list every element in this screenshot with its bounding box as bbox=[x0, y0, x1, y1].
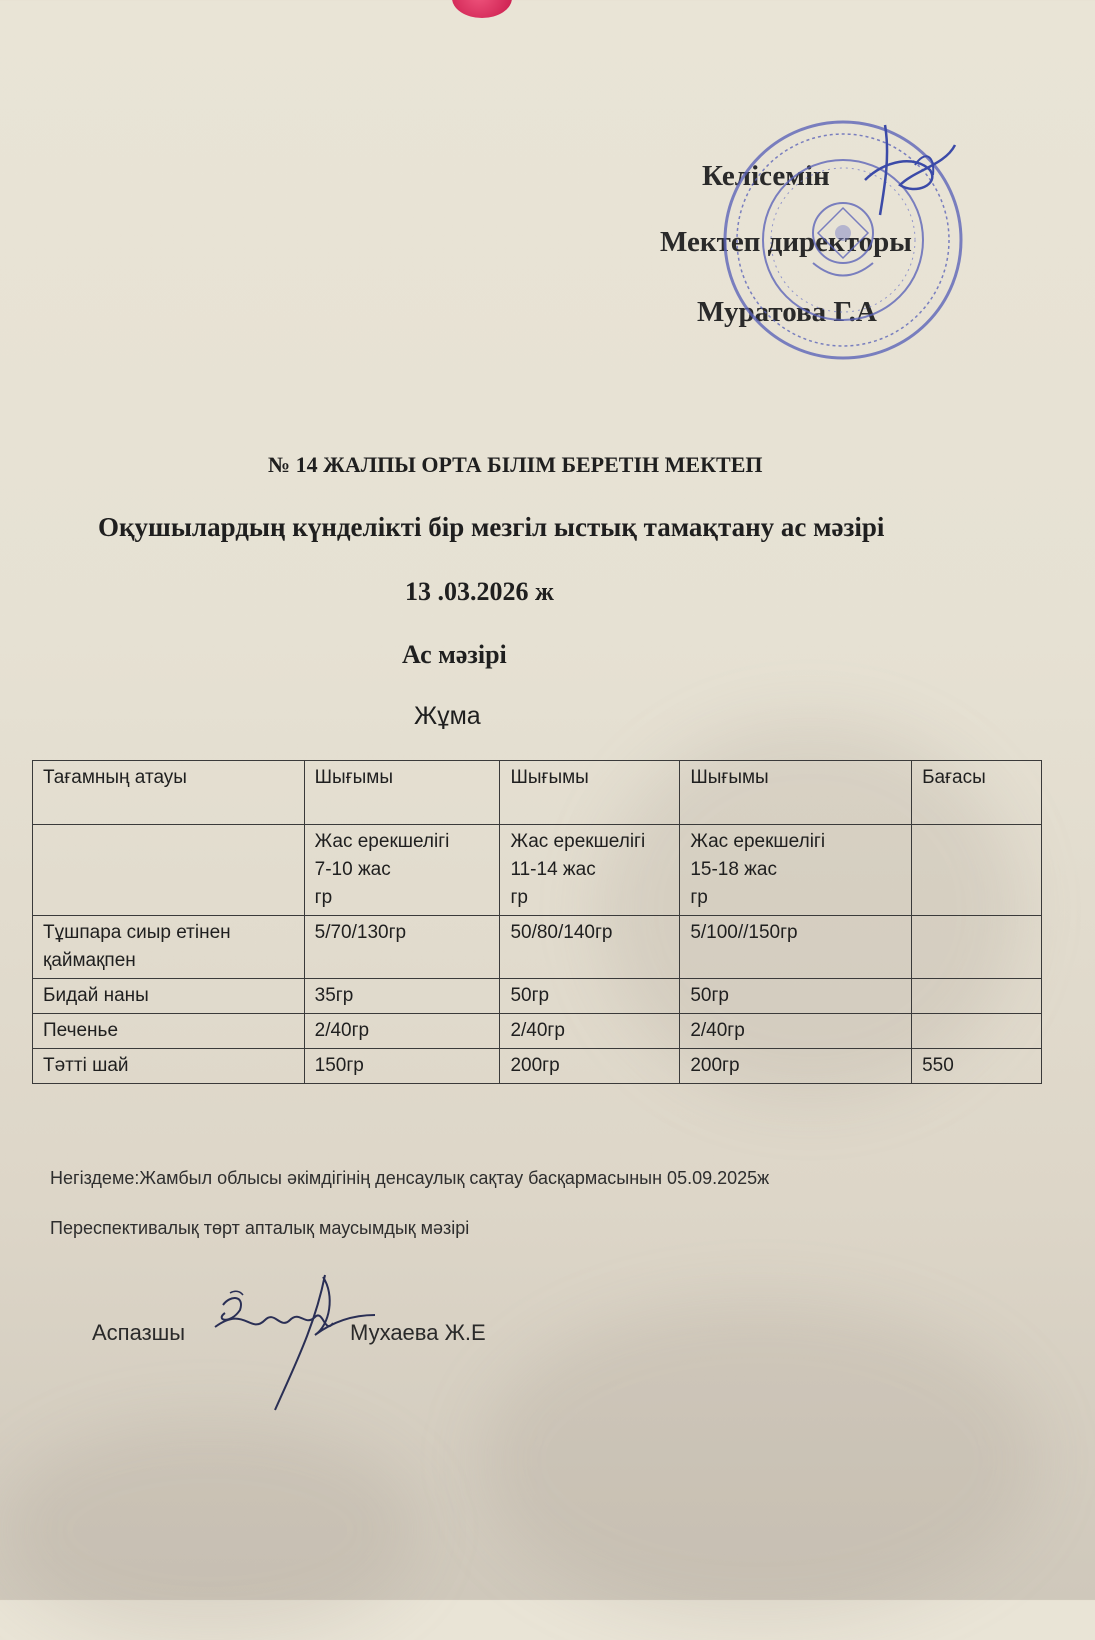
yield-11-14: 200гр bbox=[500, 1049, 680, 1084]
table-row bbox=[33, 916, 1042, 979]
menu-table bbox=[32, 760, 1042, 1084]
dish-name: Печенье bbox=[33, 1014, 305, 1049]
age-group-15-18: Жас ерекшелігі 15-18 жас гр bbox=[680, 825, 912, 916]
age-group-11-14: Жас ерекшелігі 11-14 жас гр bbox=[500, 825, 680, 916]
table-row bbox=[33, 979, 1042, 1014]
dish-name: Тұшпара сиыр етінен қаймақпен bbox=[33, 916, 305, 979]
yield-15-18: 50гр bbox=[680, 979, 912, 1014]
yield-7-10: 35гр bbox=[304, 979, 500, 1014]
weekday: Жұма bbox=[414, 702, 481, 730]
yield-15-18: 5/100//150гр bbox=[680, 916, 912, 979]
yield-11-14: 50/80/140гр bbox=[500, 916, 680, 979]
price bbox=[912, 916, 1042, 979]
header-yield-3: Шығымы bbox=[680, 761, 912, 825]
approval-agree: Келісемін bbox=[702, 160, 830, 192]
approval-position: Мектеп директоры bbox=[660, 226, 912, 258]
price bbox=[912, 1014, 1042, 1049]
menu-subtitle: Ас мәзірі bbox=[402, 640, 507, 669]
approval-name: Муратова Г.А bbox=[697, 296, 877, 328]
age-cell-price bbox=[912, 825, 1042, 916]
school-name: № 14 ЖАЛПЫ ОРТА БІЛІМ БЕРЕТІН МЕКТЕП bbox=[268, 452, 763, 477]
menu-title: Оқушылардың күнделікті бір мезгіл ыстық тамақтану ас мәзірі bbox=[98, 512, 885, 542]
yield-11-14: 2/40гр bbox=[500, 1014, 680, 1049]
header-yield-2: Шығымы bbox=[500, 761, 680, 825]
header-yield-1: Шығымы bbox=[304, 761, 500, 825]
menu-date: 13 .03.2026 ж bbox=[405, 577, 554, 606]
dish-name: Бидай наны bbox=[33, 979, 305, 1014]
yield-7-10: 5/70/130гр bbox=[304, 916, 500, 979]
dish-name: Тәтті шай bbox=[33, 1049, 305, 1084]
header-dish: Тағамның атауы bbox=[33, 761, 305, 825]
director-signature bbox=[855, 115, 965, 225]
age-cell-empty bbox=[33, 825, 305, 916]
yield-7-10: 150гр bbox=[304, 1049, 500, 1084]
header-price: Бағасы bbox=[912, 761, 1042, 825]
price: 550 bbox=[912, 1049, 1042, 1084]
pushpin bbox=[452, 0, 512, 18]
cook-label: Аспазшы bbox=[92, 1320, 186, 1345]
cook-name: Мухаева Ж.Е bbox=[350, 1320, 486, 1345]
table-row bbox=[33, 1014, 1042, 1049]
yield-7-10: 2/40гр bbox=[304, 1014, 500, 1049]
age-row bbox=[33, 825, 1042, 916]
basis-line-1: Негіздеме:Жамбыл облысы әкімдігінің денсаулық сақтау басқармасынын 05.09.2025ж bbox=[50, 1168, 770, 1188]
age-group-7-10: Жас ерекшелігі 7-10 жас гр bbox=[304, 825, 500, 916]
yield-15-18: 200гр bbox=[680, 1049, 912, 1084]
price bbox=[912, 979, 1042, 1014]
yield-15-18: 2/40гр bbox=[680, 1014, 912, 1049]
basis-line-2: Переспективалық төрт апталық маусымдық мәзірі bbox=[50, 1218, 470, 1238]
table-header-row bbox=[33, 761, 1042, 825]
table-row bbox=[33, 1049, 1042, 1084]
yield-11-14: 50гр bbox=[500, 979, 680, 1014]
